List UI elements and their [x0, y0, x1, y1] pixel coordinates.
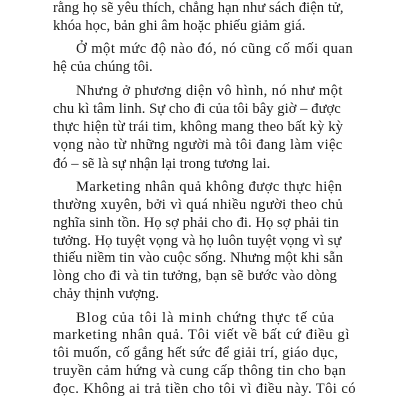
line-text: truyền cảm hứng và cung cấp thông tin cho bạn	[53, 362, 347, 379]
line-text: tôi muốn, cố gắng hết sức để giải trí, giáo dục,	[53, 345, 339, 362]
text-line	[0, 153, 400, 175]
line-text: tưởng. Họ tuyệt vọng và họ luôn tuyệt vọng vì sự	[53, 232, 342, 249]
text-line	[0, 283, 400, 305]
text-line	[0, 56, 400, 78]
line-text: thường xuyên, bởi vì quá nhiều người theo chủ	[53, 197, 344, 214]
line-text: marketing nhân quả. Tôi viết về bất cứ điều gì	[53, 327, 351, 344]
text-line	[0, 15, 400, 37]
line-text: chảy thịnh vượng.	[53, 285, 160, 302]
line-text: hệ của chúng tôi.	[53, 59, 153, 76]
line-text: khóa học, bản ghi âm hoặc phiếu giảm giá.	[53, 17, 306, 34]
line-text: Blog của tôi là minh chứng thực tế của	[76, 309, 335, 326]
line-text: đọc. Không ai trả tiền cho tôi vì điều này. Tôi có	[53, 380, 356, 397]
line-text: rằng họ sẽ yêu thích, chẳng hạn như sách điện tử,	[53, 0, 344, 16]
line-text: chu kì tâm linh. Sự cho đi của tôi bây giờ – được	[53, 101, 341, 118]
line-text: Nhưng ở phương diện vô hình, nó như một	[76, 82, 343, 99]
line-text: thiếu niềm tin vào cuộc sống. Nhưng một khi sẵn	[53, 250, 343, 267]
line-text: Marketing nhân quả không được thực hiện	[76, 179, 343, 196]
line-text: đó – sẽ là sự nhận lại trong tương lai.	[53, 155, 271, 172]
line-text: vọng nào từ những người mà tôi đang làm việc	[53, 137, 343, 154]
line-text: lòng cho đi và tin tưởng, bạn sẽ bước vào dòng	[53, 268, 338, 285]
line-text: thực hiện từ trái tim, không mang theo bất kỳ kỳ	[53, 119, 344, 136]
line-text: Ở một mức độ nào đó, nó cũng cố mối quan	[76, 41, 354, 58]
text-line	[0, 378, 400, 400]
line-text: nghĩa sinh tồn. Họ sợ phải cho đi. Họ sợ phải tin	[53, 214, 339, 231]
